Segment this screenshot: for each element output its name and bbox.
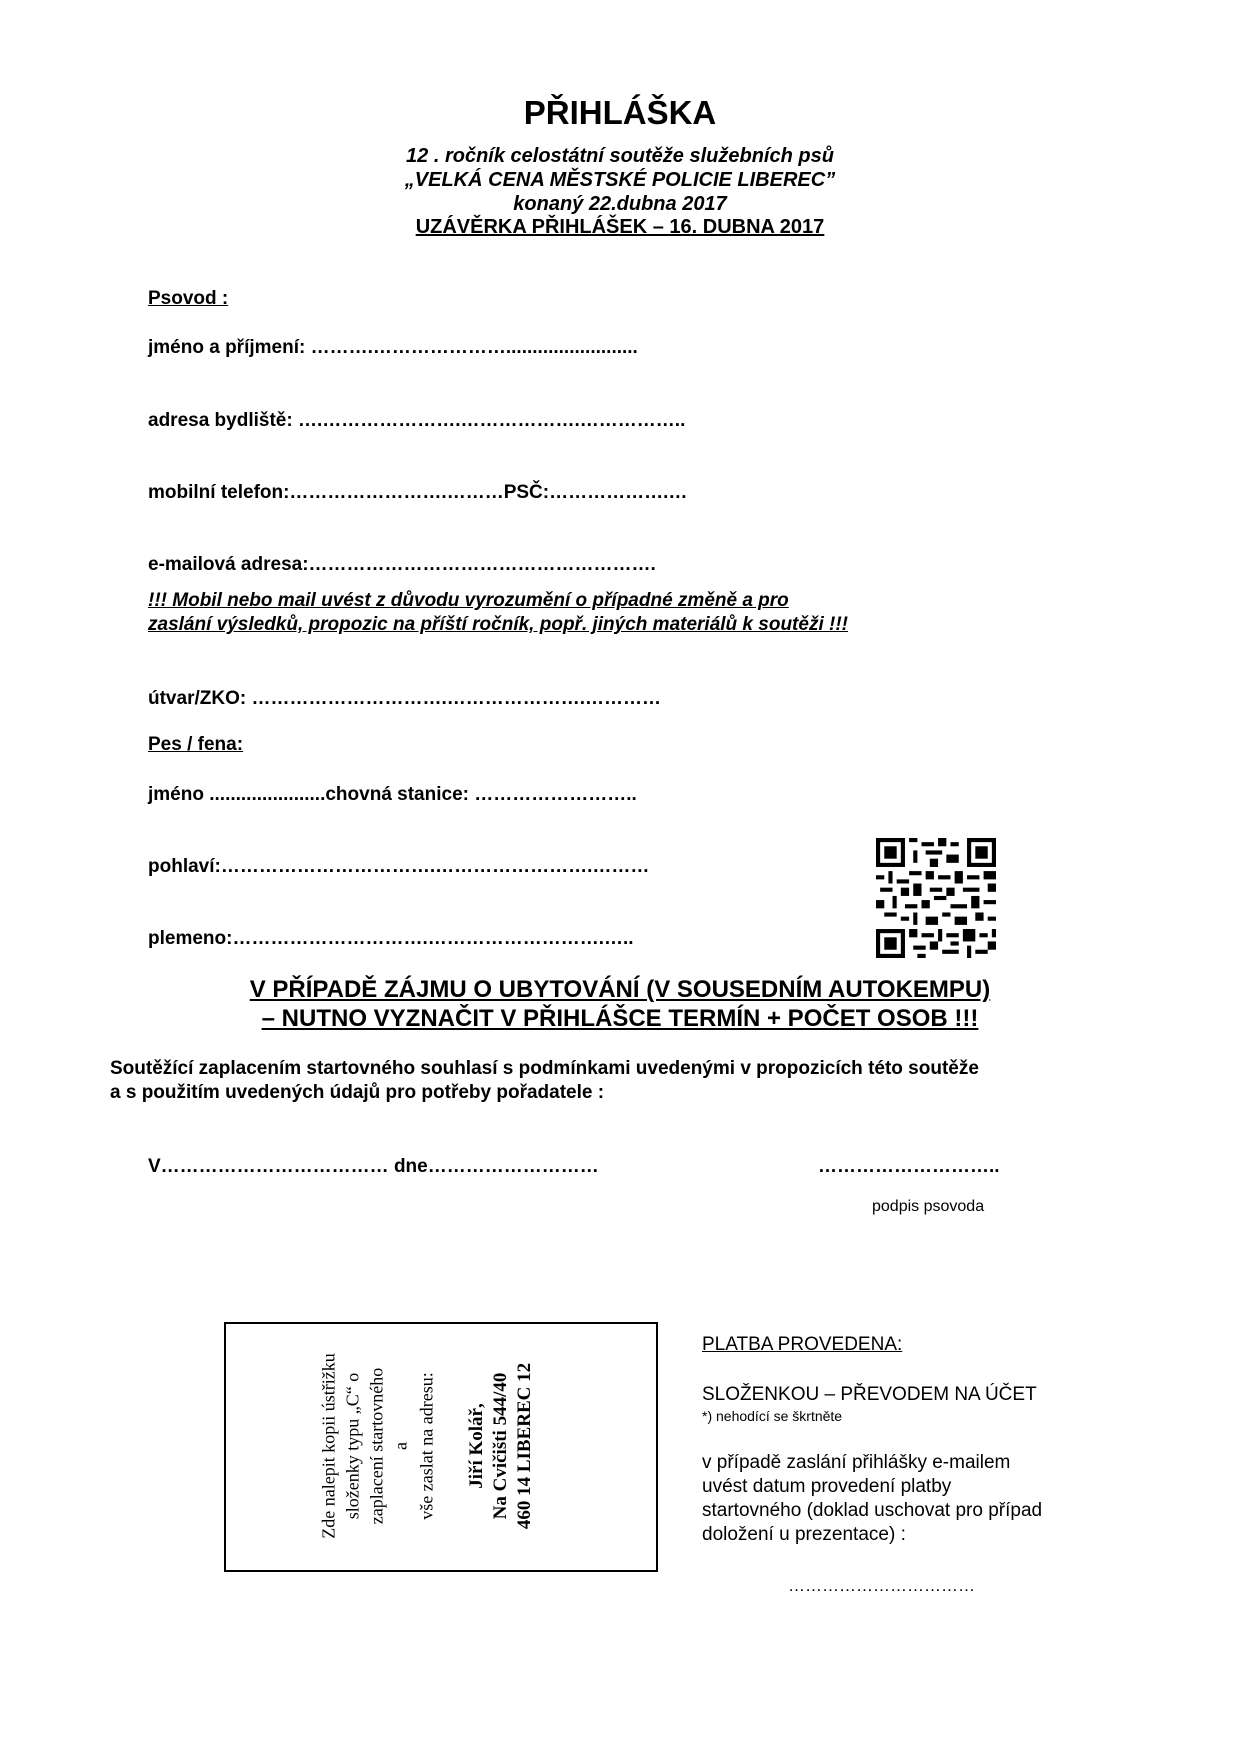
stub-text-line5: vše zaslat na adresu:	[416, 1372, 437, 1520]
handler-phone-zip-field[interactable]: mobilní telefon:…………………….………PSČ:……………….…	[148, 482, 688, 503]
stub-text-line1: Zde nalepit kopii ústřižku	[318, 1353, 339, 1539]
contact-note-line1: !!! Mobil nebo mail uvést z důvodu vyrozumění o případné změně a pro	[148, 590, 789, 611]
payment-text-line4: doložení u prezentace) :	[702, 1524, 906, 1545]
consent-line2: a s použitím uvedených údajů pro potřeby pořadatele :	[110, 1082, 605, 1103]
handler-email-field[interactable]: e-mailová adresa:……………………………………………….	[148, 554, 656, 575]
payment-methods[interactable]: SLOŽENKOU – PŘEVODEM NA ÚČET	[702, 1384, 1037, 1405]
stub-address-name: Jiří Kolář,	[466, 1403, 487, 1489]
accommodation-notice-line2: – NUTNO VYZNAČIT V PŘIHLÁŠCE TERMÍN + POČET OSOB !!!	[261, 1005, 979, 1032]
dog-section-heading: Pes / fena:	[148, 734, 244, 755]
qr-code	[876, 838, 996, 958]
stub-address-city: 460 14 LIBEREC 12	[514, 1362, 535, 1530]
registration-deadline: UZÁVĚRKA PŘIHLÁŠEK – 16. DUBNA 2017	[415, 216, 825, 238]
stub-text-line4: a	[390, 1442, 411, 1450]
form-title: PŘIHLÁŠKA	[523, 94, 717, 131]
handler-section-heading: Psovod :	[148, 288, 229, 309]
signature-line[interactable]: ………………………..	[818, 1156, 1000, 1177]
payment-stub-box	[224, 1322, 658, 1572]
signature-caption: podpis psovoda	[872, 1198, 985, 1215]
competition-date: konaný 22.dubna 2017	[513, 193, 727, 215]
payment-text-line2: uvést datum provedení platby	[702, 1476, 952, 1497]
stub-text-line3: zaplacení startovného	[366, 1367, 387, 1525]
stub-address-street: Na Cvičišti 544/40	[490, 1372, 511, 1520]
handler-address-field[interactable]: adresa bydliště: ….………………….……………….……………..	[148, 410, 686, 431]
accommodation-notice-line1: V PŘÍPADĚ ZÁJMU O UBYTOVÁNÍ (V SOUSEDNÍM AUTOKEMPU)	[249, 976, 991, 1003]
place-date-field[interactable]: V……………………………… dne………………………	[148, 1156, 599, 1177]
payment-text-line1: v případě zaslání přihlášky e-mailem	[702, 1452, 1011, 1473]
dog-breed-field[interactable]: plemeno:………………………….……………………….…..	[148, 928, 634, 949]
dog-name-kennel-field[interactable]: jméno ......................chovná stanice: ……………………..	[148, 784, 637, 805]
payment-footnote: *) nehodící se škrtněte	[702, 1408, 843, 1424]
competition-edition: 12 . ročník celostátní soutěže služebních psů	[406, 145, 834, 167]
payment-text-line3: startovného (doklad uschovat pro případ	[702, 1500, 1043, 1521]
dog-sex-field[interactable]: pohlaví:…………………………….…………………….………	[148, 856, 650, 877]
competition-name: „VELKÁ CENA MĚSTSKÉ POLICIE LIBEREC”	[404, 169, 836, 191]
contact-note-line2: zaslání výsledků, propozic na příští ročník, popř. jiných materiálů k soutěži !!!	[148, 614, 848, 635]
stub-text-line2: složenky typu „C“ o	[342, 1372, 363, 1520]
unit-field[interactable]: útvar/ZKO: ………………………….………………….…………	[148, 688, 662, 709]
handler-name-field[interactable]: jméno a příjmení: ……….………………….........................	[148, 337, 638, 358]
payment-heading: PLATBA PROVEDENA:	[702, 1334, 903, 1355]
consent-line1: Soutěžící zaplacením startovného souhlasí s podmínkami uvedenými v propozicích této soutěže	[110, 1058, 979, 1079]
payment-date-field[interactable]: ……………………………	[788, 1576, 975, 1595]
